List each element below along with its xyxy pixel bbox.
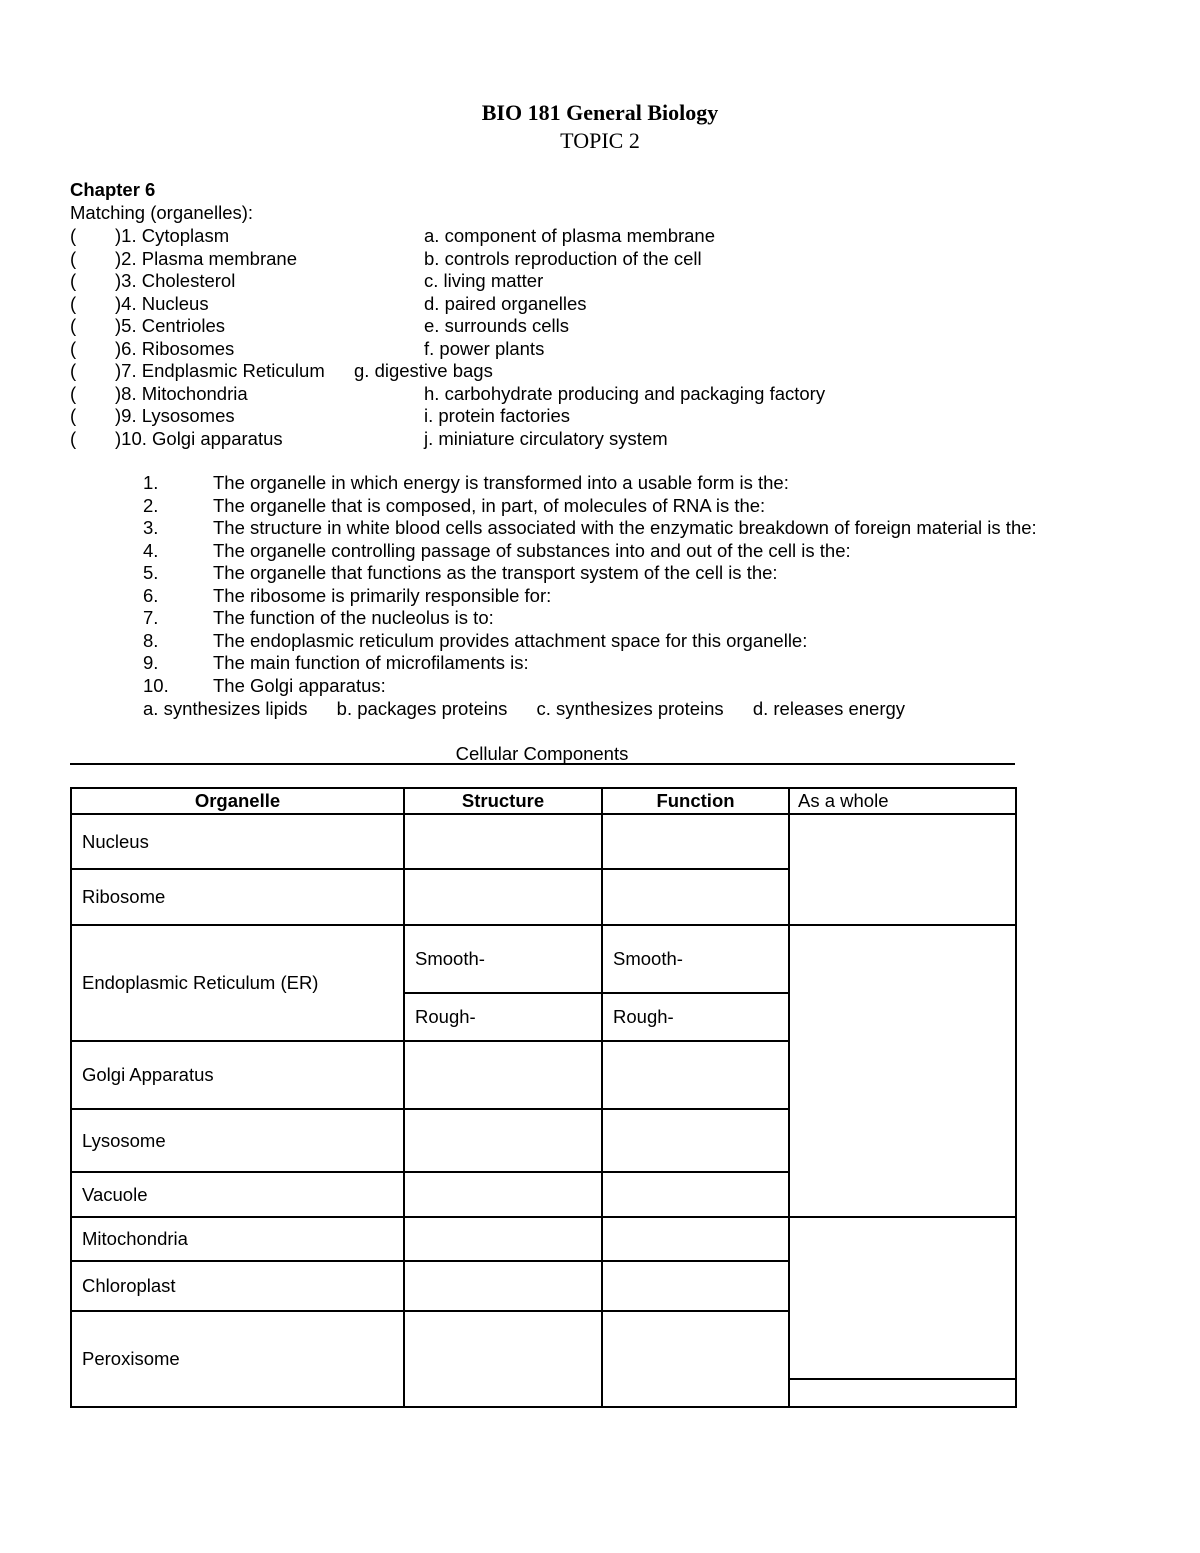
matching-intro: Matching (organelles): <box>70 202 254 223</box>
matching-item: ( )6. Ribosomes f. power plants <box>70 337 545 359</box>
matching-item: ( )8. Mitochondria h. carbohydrate producing and packaging factory <box>70 382 826 404</box>
matching-item: ( )2. Plasma membrane b. controls reproduction of the cell <box>70 247 702 269</box>
structure-smooth-cell[interactable]: Smooth- <box>404 925 602 993</box>
choice-a: a. synthesizes lipids <box>143 698 308 719</box>
row-label-golgi: Golgi Apparatus <box>71 1041 404 1109</box>
table-row <box>71 1217 1016 1261</box>
choice-b: b. packages proteins <box>336 698 508 719</box>
function-cell[interactable] <box>602 1041 789 1109</box>
choice-d: d. releases energy <box>752 698 906 719</box>
structure-cell[interactable] <box>404 1311 602 1407</box>
function-cell[interactable] <box>602 1172 789 1217</box>
table-header-row <box>71 788 1016 814</box>
whole-cell[interactable] <box>789 814 1016 925</box>
row-label-vacuole: Vacuole <box>71 1172 404 1217</box>
structure-rough-cell[interactable]: Rough- <box>404 993 602 1041</box>
function-cell[interactable] <box>602 814 789 869</box>
matching-item: ( )9. Lysosomes i. protein factories <box>70 405 571 426</box>
answer-choices <box>143 698 929 721</box>
matching-item: ( )10. Golgi apparatus j. miniature circulatory system <box>70 427 668 449</box>
table-row <box>71 814 1016 869</box>
matching-item: ( )5. Centrioles e. surrounds cells <box>70 315 569 336</box>
structure-cell[interactable] <box>404 1172 602 1217</box>
structure-cell[interactable] <box>404 814 602 869</box>
header-function: Function <box>602 788 789 814</box>
matching-item: ( )1. Cytoplasm a. component of plasma membrane <box>70 225 716 246</box>
document-title: BIO 181 General Biology <box>481 100 719 125</box>
structure-cell[interactable] <box>404 1041 602 1109</box>
function-cell[interactable] <box>602 1261 789 1311</box>
row-label-peroxisome: Peroxisome <box>71 1311 404 1407</box>
header-as-a-whole: As a whole <box>789 788 1016 814</box>
chapter-heading: Chapter 6 <box>70 179 156 200</box>
row-label-lysosome: Lysosome <box>71 1109 404 1172</box>
whole-cell[interactable] <box>789 1379 1016 1407</box>
structure-cell[interactable] <box>404 1261 602 1311</box>
structure-cell[interactable] <box>404 1109 602 1172</box>
header-structure: Structure <box>404 788 602 814</box>
matching-item: ( )7. Endplasmic Reticulum g. digestive bags <box>70 360 493 381</box>
structure-cell[interactable] <box>404 1217 602 1261</box>
function-cell[interactable] <box>602 1311 789 1407</box>
matching-item: ( )4. Nucleus d. paired organelles <box>70 292 587 314</box>
whole-cell[interactable] <box>789 1217 1016 1379</box>
function-rough-cell[interactable]: Rough- <box>602 993 789 1041</box>
row-label-mitochondria: Mitochondria <box>71 1217 404 1261</box>
row-label-nucleus: Nucleus <box>71 814 404 869</box>
structure-cell[interactable] <box>404 869 602 925</box>
whole-cell[interactable] <box>789 925 1016 1217</box>
components-table <box>70 787 1017 1408</box>
function-cell[interactable] <box>602 1217 789 1261</box>
header-organelle: Organelle <box>71 788 404 814</box>
table-row <box>71 925 1016 993</box>
matching-item: ( )3. Cholesterol c. living matter <box>70 270 544 291</box>
row-label-er: Endoplasmic Reticulum (ER) <box>71 925 404 1041</box>
choice-c: c. synthesizes proteins <box>536 698 724 719</box>
section-title: Cellular Components <box>455 743 629 764</box>
function-smooth-cell[interactable]: Smooth- <box>602 925 789 993</box>
function-cell[interactable] <box>602 1109 789 1172</box>
topic-title: TOPIC 2 <box>560 128 640 153</box>
row-label-chloroplast: Chloroplast <box>71 1261 404 1311</box>
function-cell[interactable] <box>602 869 789 925</box>
section-divider <box>70 763 1015 765</box>
row-label-ribosome: Ribosome <box>71 869 404 925</box>
